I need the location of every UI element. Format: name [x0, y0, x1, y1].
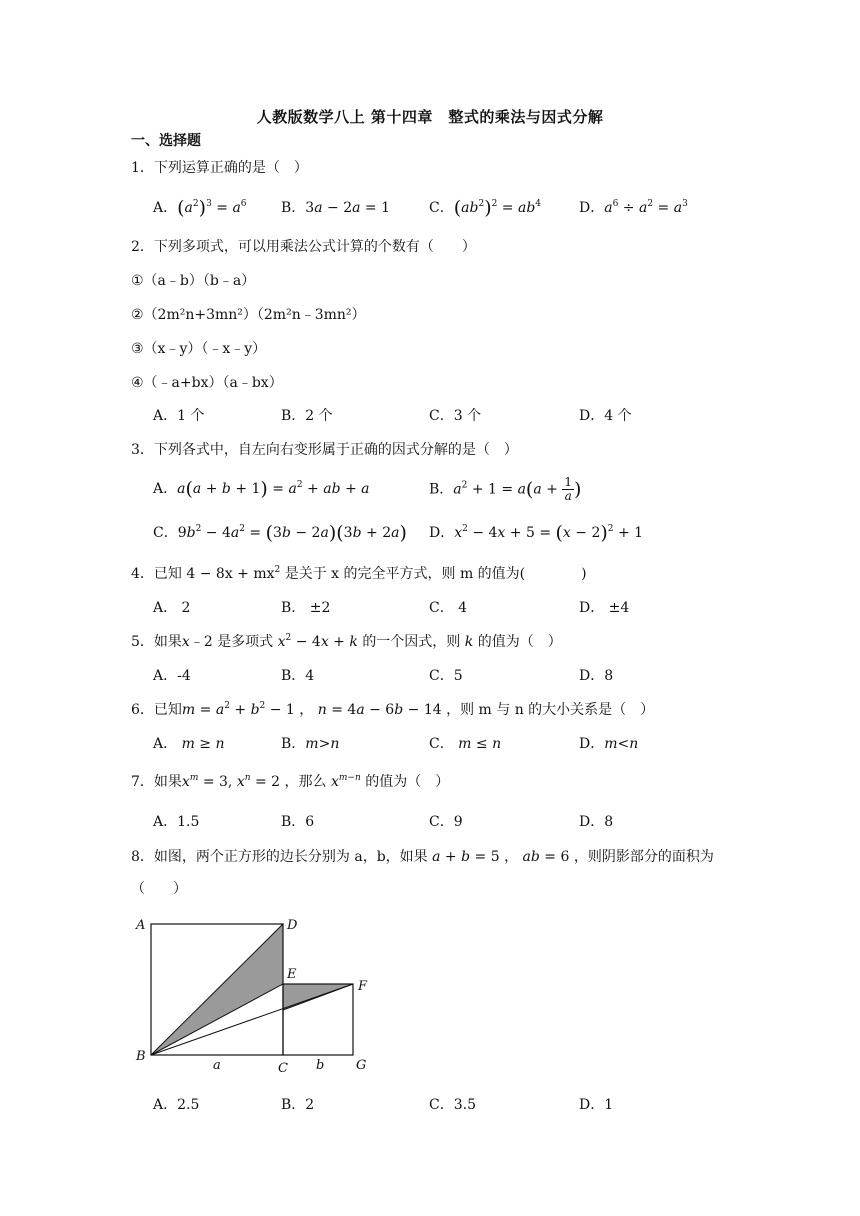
q7-option-b[interactable]: B．6 [281, 814, 315, 830]
q2-item-4: ④（﹣a+bx）（a﹣bx） [131, 375, 283, 391]
question-6-options [131, 733, 771, 755]
q5-option-c[interactable]: C．5 [429, 668, 463, 684]
question-1-options [131, 197, 771, 219]
q7-option-c[interactable]: C．9 [429, 814, 463, 830]
question-1-stem: 1．下列运算正确的是（ ） [131, 160, 308, 176]
question-8-stem: 8．如图，两个正方形的边长分别为 a，b，如果 a + b = 5 ， ab = 6 ，则阴影部分的面积为 [131, 849, 714, 865]
question-7-options [131, 811, 771, 833]
q3-option-d[interactable]: D．$x^2 - 4x + 5 = (x - 2)^2 + 1$ [429, 522, 644, 544]
q3-option-b[interactable]: B．$a^2 + 1 = a(a$ + $\frac{1}{a}$ ) [429, 475, 582, 503]
question-3-stem: 3．下列各式中，自左向右变形属于正确的因式分解的是（ ） [131, 442, 518, 458]
q2-option-b[interactable]: B．2 个 [281, 408, 333, 424]
q8-option-c[interactable]: C．3.5 [429, 1097, 476, 1113]
label-side-b: b [316, 1058, 325, 1073]
q1-option-c[interactable]: C．$(ab^2)^2 = ab^4$ [429, 197, 542, 219]
q2-item-1: ①（a﹣b）（b﹣a） [131, 273, 256, 289]
q1-option-b[interactable]: B．3a − 2a = 1 [281, 200, 391, 216]
question-8-paren: （ ） [131, 881, 187, 897]
question-8-options [131, 1094, 771, 1116]
q6-option-b[interactable]: B．m>n [281, 736, 340, 752]
q1-option-a[interactable]: A．$(a^2)^3 = a^6$ [153, 197, 247, 219]
label-d-point: D [287, 918, 298, 933]
q3-option-a[interactable]: A．$a(a + b + 1) = a^2$ + ab + a [153, 478, 370, 500]
question-3-options-row-2 [131, 522, 771, 544]
q8-option-b[interactable]: B．2 [281, 1097, 315, 1113]
q5-option-a[interactable]: A．-4 [153, 668, 191, 684]
q3-option-c[interactable]: C．$9b^2 - 4a^2 = (3b - 2a)(3b + 2a)$ [153, 522, 407, 544]
question-5-stem: 5．如果x﹣2 是多项式 $x^2 - 4x + k$ 的一个因式，则 k 的值为（ ） [131, 633, 562, 650]
question-2-options [131, 405, 771, 427]
q4-option-b[interactable]: B． ±2 [281, 600, 331, 616]
q8-option-a[interactable]: A．2.5 [153, 1097, 200, 1113]
label-a-point: A [136, 918, 146, 933]
q6-option-c[interactable]: C． m ≤ n [429, 736, 502, 752]
label-f-point: F [358, 979, 368, 994]
question-2-stem: 2．下列多项式，可以用乘法公式计算的个数有（ ） [131, 239, 476, 255]
page-title: 人教版数学八上 第十四章 整式的乘法与因式分解 [256, 108, 604, 126]
q1-option-d[interactable]: D．$a^6 \div a^2 = a^3$ [579, 199, 688, 216]
label-g-point: G [356, 1058, 367, 1073]
label-b-point: B [136, 1049, 146, 1064]
shaded-region-left [151, 924, 283, 1055]
q7-option-d[interactable]: D．8 [579, 814, 614, 830]
q6-option-a[interactable]: A． m ≥ n [153, 736, 225, 752]
two-squares-figure [131, 912, 391, 1077]
question-4-stem: 4．已知 $4 - 8x + mx^2$ 是关于 x 的完全平方式，则 m 的值为( ) [131, 565, 587, 582]
question-3-options-row-1 [131, 476, 771, 506]
q5-option-b[interactable]: B．4 [281, 668, 315, 684]
label-c-point: C [278, 1061, 288, 1076]
section-heading: 一、选择题 [131, 133, 201, 149]
q2-option-d[interactable]: D．4 个 [579, 408, 632, 424]
q7-option-a[interactable]: A．1.5 [153, 814, 200, 830]
question-4-options [131, 597, 771, 619]
question-5-options [131, 665, 771, 687]
q2-option-c[interactable]: C．3 个 [429, 408, 482, 424]
q5-option-d[interactable]: D．8 [579, 668, 614, 684]
q8-option-d[interactable]: D．1 [579, 1097, 614, 1113]
q6-option-d[interactable]: D．m<n [579, 736, 639, 752]
q2-item-2: ②（2m²n+3mn²）（2m²n﹣3mn²） [131, 307, 366, 323]
q2-item-3: ③（x﹣y）（﹣x﹣y） [131, 341, 267, 357]
question-7-stem: 7．如果$x^m = 3$, $x^n = 2$ ，那么 $x^{m-n}$ 的值为（ ） [131, 773, 450, 790]
label-side-a: a [213, 1058, 221, 1073]
q4-option-a[interactable]: A． 2 [153, 600, 191, 616]
label-e-point: E [287, 967, 297, 982]
q4-option-c[interactable]: C． 4 [429, 600, 468, 616]
question-6-stem: 6．已知$m = a^2 + b^2 - 1$ ， n = 4a − 6b − 14 ，则 m 与 n 的大小关系是（ ） [131, 701, 655, 718]
q2-option-a[interactable]: A．1 个 [153, 408, 205, 424]
q4-option-d[interactable]: D． ±4 [579, 600, 630, 616]
